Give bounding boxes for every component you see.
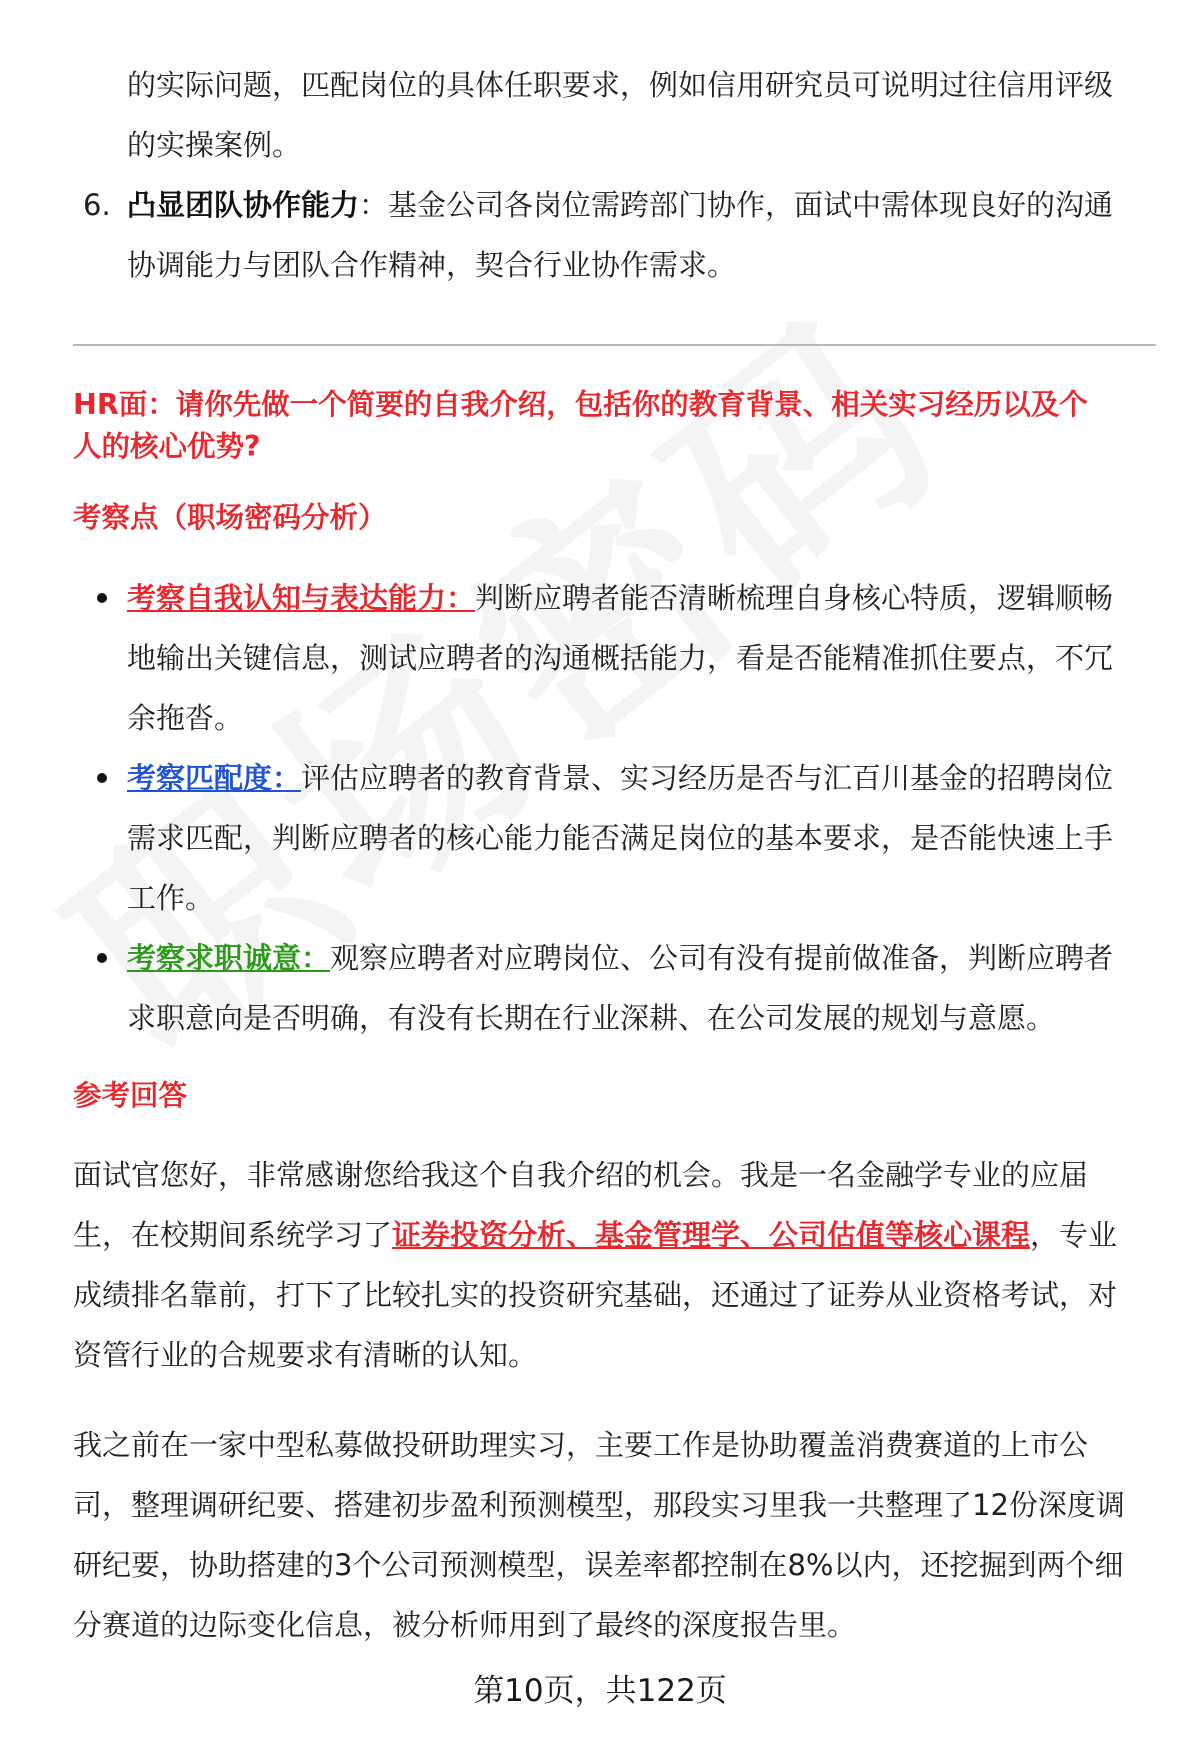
page-number: 第10页，共122页 [473, 1673, 727, 1709]
list-number: 6. [83, 188, 111, 222]
item-heading: 凸显团队协作能力 [127, 188, 360, 222]
text-line: 地输出关键信息，测试应聘者的沟通概括能力，看是否能精准抓住要点，不冗 [127, 641, 1114, 675]
text-line: 求职意向是否明确，有没有长期在行业深耕、在公司发展的规划与意愿。 [127, 1001, 1056, 1035]
keyword-courses: 证券投资分析、基金管理学、公司估值等核心课程 [392, 1218, 1031, 1252]
text-line: 的实操案例。 [127, 128, 302, 162]
keyword-self-awareness: 考察自我认知与表达能力： [127, 581, 476, 615]
keyword-sincerity: 考察求职诚意： [127, 941, 331, 975]
divider [73, 344, 1156, 346]
text-line: 分赛道的边际变化信息，被分析师用到了最终的深度报告里。 [73, 1608, 857, 1642]
question-heading-cont: 人的核心优势? [73, 430, 261, 463]
text-line: 协调能力与团队合作精神，契合行业协作需求。 [127, 248, 737, 282]
question-heading: HR面：请你先做一个简要的自我介绍，包括你的教育背景、相关实习经历以及个 [73, 388, 1088, 421]
text-line [73, 1205, 1117, 1265]
list-item [127, 568, 1113, 628]
item-text: 评估应聘者的教育背景、实习经历是否与汇百川基金的招聘岗位 [301, 761, 1114, 795]
text-line: 司，整理调研纪要、搭建初步盈利预测模型，那段实习里我一共整理了12份深度调 [73, 1488, 1125, 1522]
text-line: 研纪要，协助搭建的3个公司预测模型，误差率都控制在8%以内，还挖掘到两个细 [73, 1548, 1124, 1582]
exam-points-title: 考察点（职场密码分析） [73, 501, 387, 534]
text-line: 余拖沓。 [127, 701, 244, 735]
text-line: 资管行业的合规要求有清晰的认知。 [73, 1338, 538, 1372]
item-text: 观察应聘者对应聘岗位、公司有没有提前做准备，判断应聘者 [330, 941, 1114, 975]
text-span: ，专业 [1030, 1218, 1118, 1252]
text-line: 工作。 [127, 881, 215, 915]
list-item [127, 175, 1113, 235]
item-text: 判断应聘者能否清晰梳理自身核心特质，逻辑顺畅 [475, 581, 1114, 615]
text-line: 的实际问题，匹配岗位的具体任职要求，例如信用研究员可说明过往信用评级 [127, 68, 1114, 102]
text-line: 成绩排名靠前，打下了比较扎实的投资研究基础，还通过了证券从业资格考试，对 [73, 1278, 1118, 1312]
bullet-dot [97, 953, 107, 963]
bullet-dot [97, 773, 107, 783]
list-item [127, 748, 1113, 808]
bullet-dot [97, 593, 107, 603]
text-line: 我之前在一家中型私募做投研助理实习，主要工作是协助覆盖消费赛道的上市公 [73, 1428, 1089, 1462]
text-line: 面试官您好，非常感谢您给我这个自我介绍的机会。我是一名金融学专业的应届 [73, 1158, 1089, 1192]
text-line: 需求匹配，判断应聘者的核心能力能否满足岗位的基本要求，是否能快速上手 [127, 821, 1114, 855]
text-span: 生，在校期间系统学习了 [73, 1218, 393, 1252]
list-item [127, 928, 1113, 988]
answer-title: 参考回答 [73, 1079, 188, 1112]
item-text: ：基金公司各岗位需跨部门协作，面试中需体现良好的沟通 [359, 188, 1114, 222]
keyword-fit: 考察匹配度： [127, 761, 302, 795]
